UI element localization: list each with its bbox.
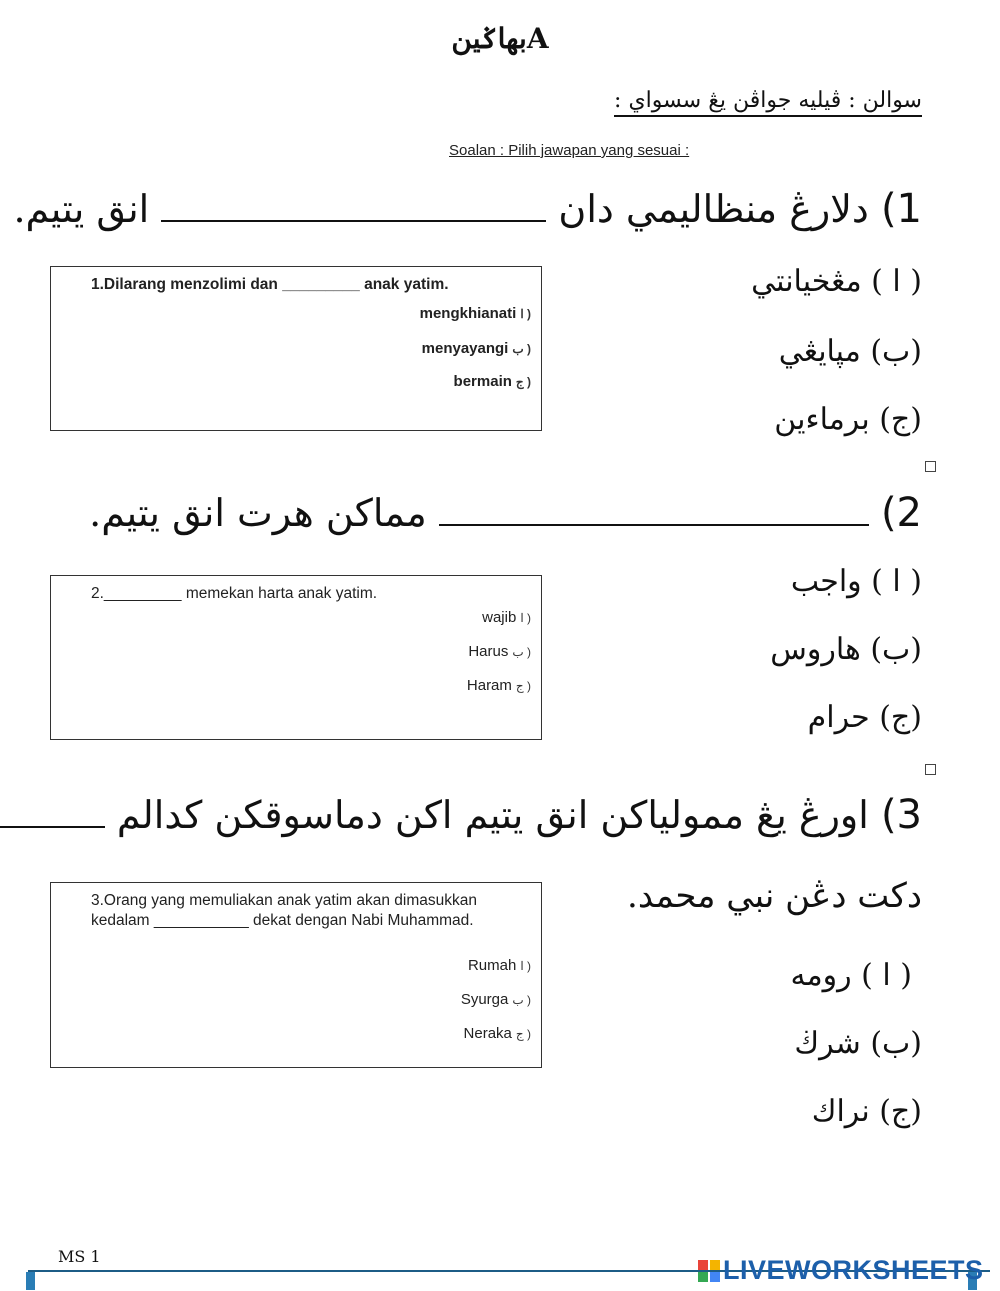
question-3-jawi xyxy=(0,792,922,838)
option-marker: ا ) xyxy=(520,307,531,321)
option-marker: ج ) xyxy=(515,1027,531,1041)
question-1-text-end: انق يتيم. xyxy=(13,187,150,231)
question-1-option-c[interactable]: (ج) برماءين xyxy=(774,402,922,437)
option-marker: ا ) xyxy=(520,611,531,625)
question-2-rumi-text: 2._________ memekan harta anak yatim. xyxy=(91,585,378,602)
question-1-rumi-option-a xyxy=(420,305,531,322)
question-2-rumi-option-c xyxy=(467,677,531,694)
question-1-jawi xyxy=(13,186,922,232)
question-2-text: مماكن هرت انق يتيم. xyxy=(89,491,427,535)
question-2-option-b[interactable]: (ب) هاروس xyxy=(770,632,922,667)
question-2-rumi-option-a xyxy=(482,609,531,626)
answer-checkbox-1[interactable] xyxy=(925,461,936,472)
question-3-rumi-option-a xyxy=(468,957,531,974)
option-label: mengkhianati xyxy=(419,305,517,322)
answer-checkbox-2[interactable] xyxy=(925,764,936,775)
option-label: menyayangi xyxy=(421,340,509,357)
option-label: Haram xyxy=(466,677,512,694)
instruction-jawi: سوالن : ڤيليه جواڤن يڠ سسواي : xyxy=(614,88,922,117)
option-marker: ب ) xyxy=(512,645,531,659)
worksheet-title: بهاݢينA xyxy=(451,22,549,55)
option-label: wajib xyxy=(482,609,517,626)
page-label: MS 1 xyxy=(58,1247,101,1266)
question-2-option-a[interactable]: ( ا ) واجب xyxy=(790,564,922,599)
question-3-option-c[interactable]: (ج) نراك xyxy=(811,1094,922,1129)
liveworksheets-logo xyxy=(698,1255,984,1286)
question-2-jawi xyxy=(89,490,922,536)
question-2-option-c[interactable]: (ج) حرام xyxy=(807,700,922,735)
option-marker: ا ) xyxy=(520,959,531,973)
question-3-option-b[interactable]: (ب) شرڬ xyxy=(794,1026,922,1061)
question-1-translation-box xyxy=(50,266,542,431)
option-label: Rumah xyxy=(467,957,517,974)
instruction-rumi: Soalan : Pilih jawapan yang sesuai : xyxy=(449,142,690,159)
option-label: Harus xyxy=(468,643,509,660)
question-3-text-start: اورڠ يڠ ممولياكن انق يتيم اكن دماسوقكن كدالم xyxy=(116,793,869,837)
question-3-rumi-option-c xyxy=(464,1025,531,1042)
question-1-text-start: دلارڠ منظاليمي دان xyxy=(558,187,869,231)
question-1-option-a[interactable]: ( ا ) مڠخيانتي xyxy=(751,264,922,299)
option-label: Syurga xyxy=(460,991,509,1008)
option-marker: ب ) xyxy=(512,993,531,1007)
question-2-number: 2) xyxy=(880,490,922,536)
question-2-rumi-option-b xyxy=(468,643,531,660)
question-1-option-b[interactable]: (ب) مڽايڠي xyxy=(778,334,922,369)
option-label: bermain xyxy=(453,373,512,390)
question-1-number: 1) xyxy=(880,186,922,232)
option-marker: ب ) xyxy=(512,342,531,356)
logo-text: LIVEWORKSHEETS xyxy=(723,1255,984,1285)
question-1-rumi-option-c xyxy=(454,373,531,390)
question-3-number: 3) xyxy=(880,792,922,838)
liveworksheets-logo-icon xyxy=(698,1260,720,1282)
question-1-blank xyxy=(161,220,546,222)
question-3-option-a[interactable]: ( ا ) رومه xyxy=(790,958,912,993)
question-3-rumi-option-b xyxy=(461,991,531,1008)
question-2-translation-box xyxy=(50,575,542,740)
question-3-blank xyxy=(0,826,105,828)
question-3-translation-box xyxy=(50,882,542,1068)
option-marker: ج ) xyxy=(515,375,531,389)
option-marker: ج ) xyxy=(515,679,531,693)
option-label: Neraka xyxy=(463,1025,512,1042)
footer-marker-left xyxy=(26,1272,35,1290)
question-1-rumi-option-b xyxy=(422,340,531,357)
question-2-blank xyxy=(439,524,869,526)
question-3-rumi-text: 3.Orang yang memuliakan anak yatim akan dimasukkan kedalam ___________ dekat dengan Nabi Muhammad. xyxy=(91,892,477,929)
question-3-jawi-line2: دكت دڠن نبي محمد. xyxy=(627,876,922,916)
question-1-rumi-text: 1.Dilarang menzolimi dan _________ anak yatim. xyxy=(91,276,449,293)
